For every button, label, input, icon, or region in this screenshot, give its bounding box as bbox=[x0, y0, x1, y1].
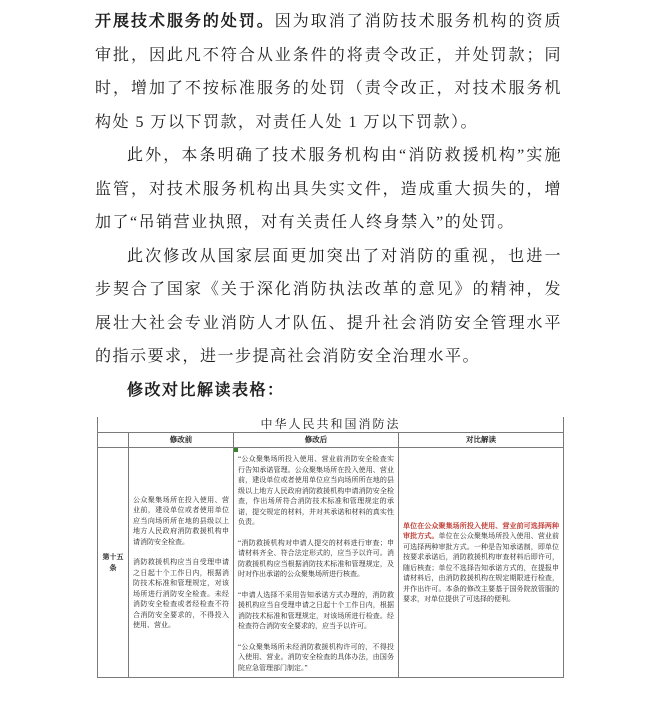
paragraph-lead-bold: 开展技术服务的处罚。 bbox=[95, 13, 275, 30]
header-before: 修改前 bbox=[129, 433, 234, 448]
table-row-article-15 bbox=[98, 448, 564, 678]
cell-after-text bbox=[234, 448, 399, 678]
header-after: 修改后 bbox=[234, 433, 399, 448]
analysis-body-text: 单位在公众聚集场所投入使用、营业前可选择两种审批方式。一种是告知承诺制，即单位按要求承诺后，消防救援机构审查材料后即许可，随后核查；单位不选择告知承诺方式的，在提报申请材料后，由消防救援机构在规定期限进行检查，并作出许可。本条的修改主要基于国务院放管服的要求，对单位提供了可选择的便利。 bbox=[403, 532, 560, 603]
table-title: 中华人民共和国消防法 bbox=[98, 417, 564, 433]
document-page bbox=[95, 5, 562, 678]
table-title-row bbox=[98, 417, 564, 433]
header-article bbox=[98, 433, 129, 448]
after-paragraph: “消防救援机构对申请人提交的材料进行审查；申请材料齐全、符合法定形式的，应当予以许可。消防救援机构应当根据消防技术标准和管理规定，及时对作出承诺的公众聚集场所进行核查。 bbox=[238, 538, 394, 578]
before-paragraph: 消防救援机构应当自受理申请之日起十个工作日内，根据消防技术标准和管理规定，对该场所进行消防安全检查。未经消防安全检查或者经检查不符合消防安全要求的，不得投入使用、营业。 bbox=[133, 558, 229, 629]
cell-article-number: 第十五条 bbox=[98, 448, 129, 678]
cell-before-text bbox=[129, 448, 234, 678]
analysis-paragraph bbox=[403, 521, 559, 605]
before-paragraph: 公众聚集场所在投入使用、营业前，建设单位或者使用单位应当向场所所在地的县级以上地方人民政府消防救援机构申请消防安全检查。 bbox=[133, 495, 229, 546]
paragraph-supervision: 此外，本条明确了技术服务机构由“消防救援机构”实施监管，对技术服务机构出具失实文件，造成重大损失的，增加了“吊销营业执照，对有关责任人终身禁入”的处罚。 bbox=[95, 147, 562, 231]
paragraph-penalty bbox=[95, 5, 562, 139]
after-paragraph: “公众聚集场所投入使用、营业前消防安全检查实行告知承诺管理。公众聚集场所在投入使用、营业前，建设单位或者使用单位应当向场所所在地的县级以上地方人民政府消防救援机构申请消防安全检查，作出场所符合消防技术标准和管理规定的承诺，提交规定的材料，并对其承诺和材料的真实性负责。 bbox=[238, 455, 394, 526]
analysis-highlight-red: 单位在公众聚集场所投入使用、营业前可选择两种审批方式。 bbox=[403, 521, 560, 540]
cell-analysis-text bbox=[399, 448, 564, 678]
comparison-table bbox=[97, 417, 564, 678]
paragraph-body-text: 因为取消了消防技术服务机构的资质审批，因此凡不符合从业条件的将责令改正，并处罚款；同时，增加了不按标准服务的处罚（责令改正，对技术服务机构处 5 万以下罚款，对责任人处 1 万以下罚款）。 bbox=[95, 13, 562, 131]
table-caption: 修改对比解读表格： bbox=[127, 381, 285, 399]
cell-comment-marker-icon bbox=[234, 448, 238, 452]
after-paragraph: “申请人选择不采用告知承诺方式办理的，消防救援机构应当自受理申请之日起十个工作日内，根据消防技术标准和管理规定，对该场所进行检查。经检查符合消防安全要求的，应当予以许可。 bbox=[238, 590, 394, 630]
table-header-row bbox=[98, 433, 564, 448]
header-analysis: 对比解读 bbox=[399, 433, 564, 448]
paragraph-reform: 此次修改从国家层面更加突出了对消防的重视，也进一步契合了国家《关于深化消防执法改革的意见》的精神，发展壮大社会专业消防人才队伍、提升社会消防安全管理水平的指示要求，进一步提高社会消防安全治理水平。 bbox=[95, 247, 562, 365]
after-paragraph: “公众聚集场所未经消防救援机构许可的，不得投入使用、营业。消防安全检查的具体办法，由国务院应急管理部门制定。” bbox=[238, 642, 394, 672]
